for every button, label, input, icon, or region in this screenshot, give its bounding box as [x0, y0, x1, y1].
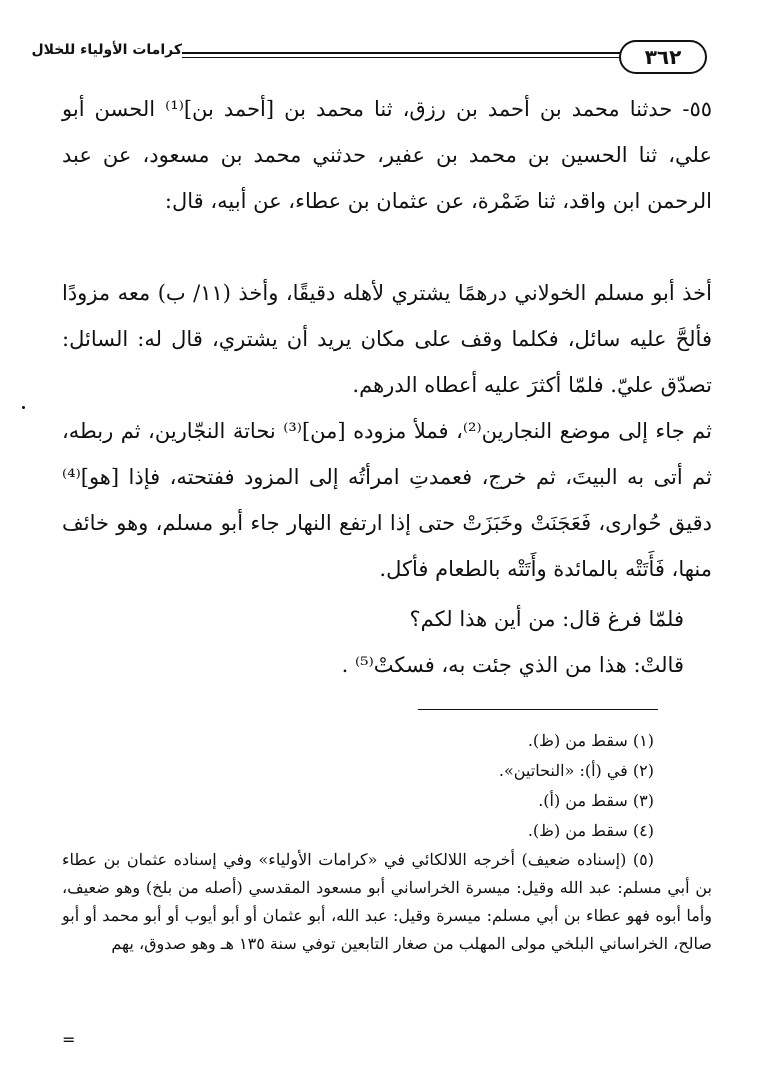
continuation-mark: =: [62, 1030, 76, 1049]
paragraph-text: فلمّا فرغ قال: من أين هذا لكم؟: [409, 607, 684, 631]
footnote-3: (٣) سقط من (أ).: [538, 791, 654, 810]
paragraph-text: قالتْ: هذا من الذي جئت به، فسكتْ⁽⁵⁾ .: [341, 653, 684, 677]
paragraph-abu-muslim: [62, 270, 712, 408]
footnote-separator: [418, 709, 658, 710]
paragraph-answer: [62, 642, 712, 688]
paragraph-question: [62, 596, 712, 642]
page-number: ٣٦٢: [619, 40, 707, 74]
footnote-2: (٢) في (أ): «النحاتين».: [498, 761, 654, 780]
header-rule: [182, 52, 621, 58]
footnote-5: (٥) (إسناده ضعيف) أخرجه اللالكائي في «كرامات الأولياء» وفي إسناده عثمان بن عطاء بن أبي مسلم: عبد الله وقيل: ميسرة الخراساني أبو مسعود المقدسي (أصله من بلخ) وهو ضعيف، وأما أبوه فهو عطاء بن أبي مسلم: ميسرة وقيل: عبد الله، أبو عثمان أو أبو أيوب أو أبو محمد أو أبو صالح، الخراساني البلخي مولى المهلب من صغار التابعين توفي سنة ١٣٥ هـ وهو صدوق، يهم: [62, 850, 712, 953]
paragraph-text: ثم جاء إلى موضع النجارين⁽²⁾، فملأ مزوده [من]⁽³⁾ نحاتة النجّارين، ثم ربطه، ثم أتى به البيتَ، ثم خرج، فعمدتِ امرأتُه إلى المزود ففتحته، فإذا [هو]⁽⁴⁾ دقيق حُوارى، فَعَجَنَتْ وخَبَزَتْ حتى إذا ارتفع النهار جاء أبو مسلم، وهو خائف منها، فَأَتَتْه بالمائدة وأَتَتْه بالطعام فأكل.: [62, 419, 712, 581]
margin-dot: [22, 406, 25, 409]
paragraph-text: ٥٥- حدثنا محمد بن أحمد بن رزق، ثنا محمد بن [أحمد بن]⁽¹⁾ الحسن أبو علي، ثنا الحسين بن محمد بن عفير، حدثني محمد بن مسعود، عن عبد الرحمن ابن واقد، ثنا ضَمْرة، عن عثمان بن عطاء، عن أبيه، قال:: [62, 97, 712, 213]
paragraph-carpenters: [62, 408, 712, 592]
paragraph-text: أخذ أبو مسلم الخولاني درهمًا يشتري لأهله دقيقًا، وأخذ (١١/ ب) معه مزودًا فألحَّ عليه سائل، فكلما وقف على مكان يريد أن يشتري، قال له: السائل: تصدّق عليّ. فلمّا أكثرَ عليه أعطاه الدرهم.: [62, 281, 712, 397]
page-header: [31, 40, 707, 78]
footnote-4: (٤) سقط من (ظ).: [527, 821, 654, 840]
footnote-1: (١) سقط من (ظ).: [527, 731, 654, 750]
footnotes: [62, 726, 712, 958]
paragraph-hadith-55: [62, 86, 712, 224]
running-title: كرامات الأولياء للخلال: [31, 42, 182, 58]
